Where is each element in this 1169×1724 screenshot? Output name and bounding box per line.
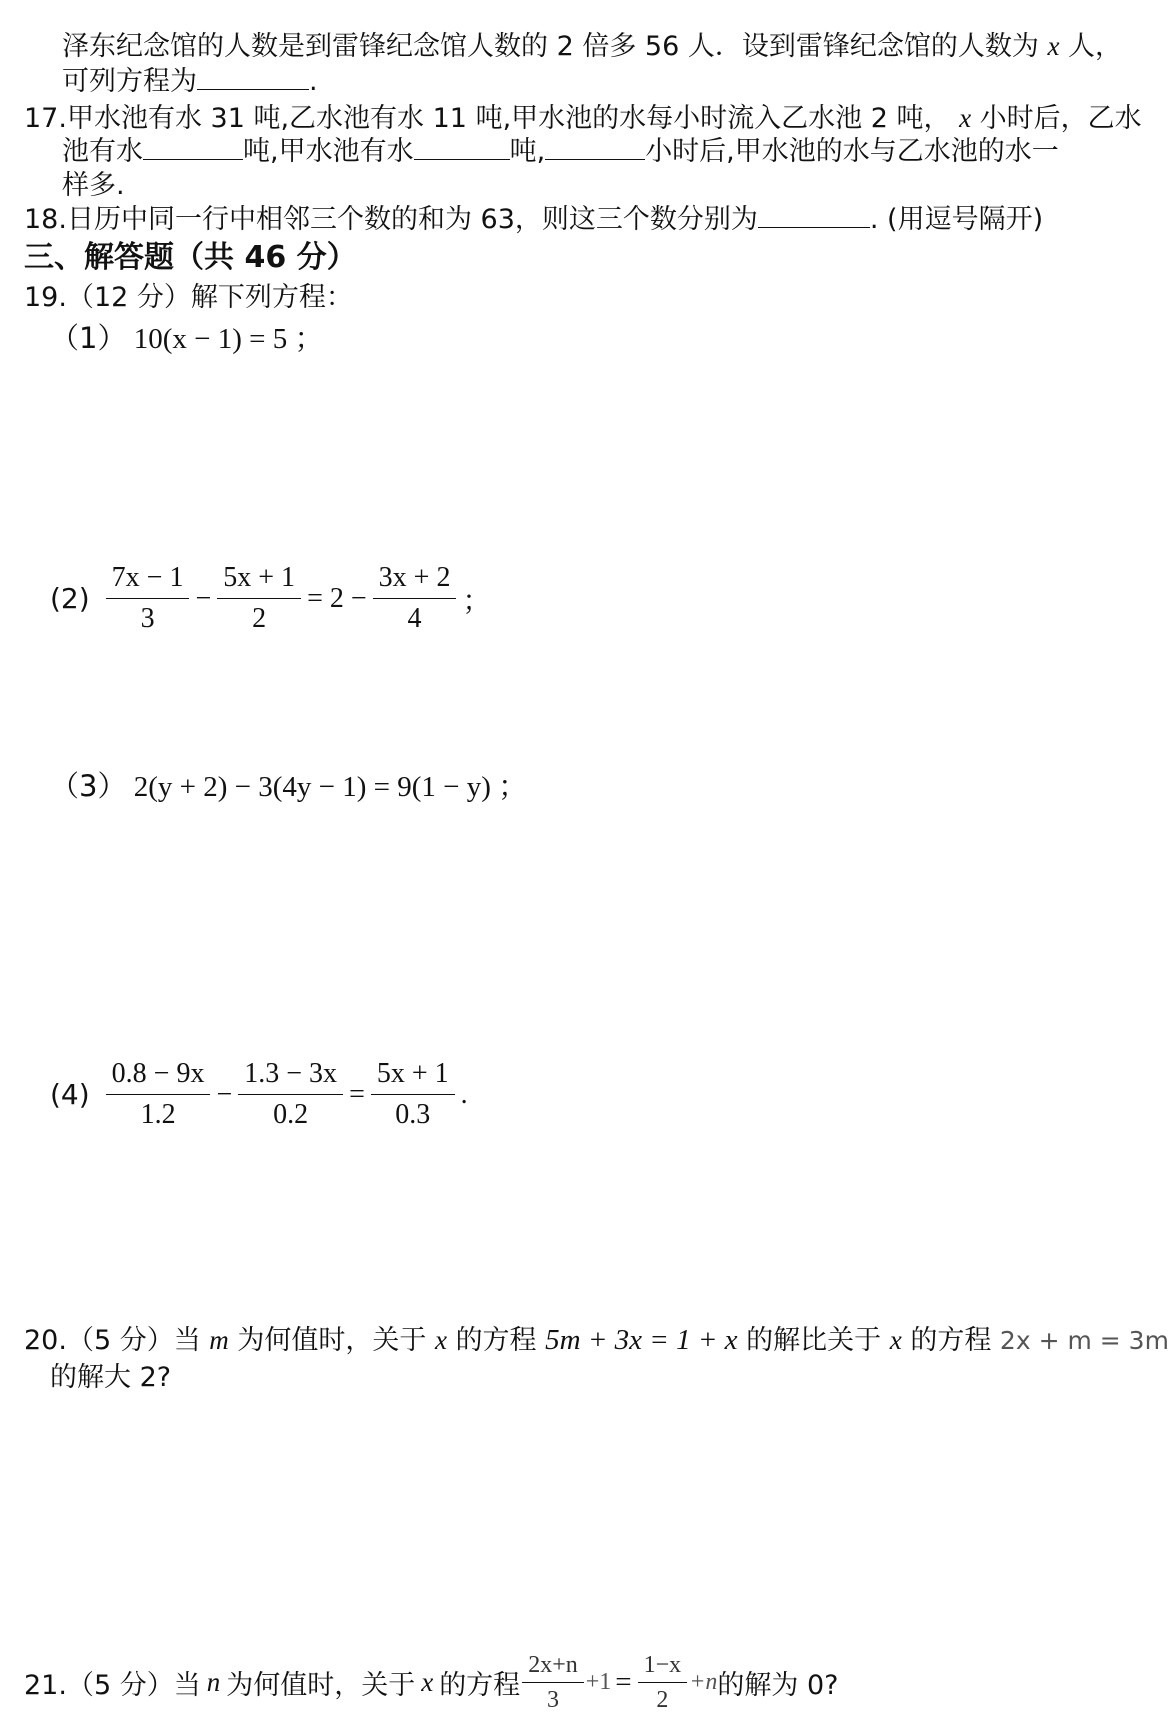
q16-line2 xyxy=(62,64,318,100)
numerator: 1−x xyxy=(638,1652,688,1683)
q20-text: 20.（5 分）当 xyxy=(24,1325,201,1356)
q19-part4 xyxy=(50,1058,472,1131)
plus-one: +1 xyxy=(585,1669,612,1695)
variable-n: n xyxy=(206,1667,221,1697)
numerator: 3x + 2 xyxy=(373,562,457,599)
denominator: 0.3 xyxy=(395,1099,431,1130)
fraction xyxy=(217,562,301,635)
equals-sign: = xyxy=(615,1666,632,1698)
q17-text: 17.甲水池有水 31 吨,乙水池有水 11 吨,甲水池的水每小时流入乙水池 2 吨， xyxy=(24,103,951,134)
q20-line1 xyxy=(24,1322,1169,1359)
fraction xyxy=(522,1652,584,1713)
q20-text-f: 的解大 2? xyxy=(50,1362,172,1393)
q17-text-b: 小时后，乙水 xyxy=(979,103,1142,134)
numerator: 2x+n xyxy=(522,1652,584,1683)
part-label: (2) xyxy=(50,582,90,615)
q19-title: 19.（12 分）解下列方程： xyxy=(24,282,353,313)
q17-text-d: 吨,甲水池有水 xyxy=(243,136,414,167)
q21-text-b: 为何值时，关于 xyxy=(226,1670,416,1701)
answer-blank[interactable] xyxy=(414,135,510,160)
q16-prompt: 可列方程为 xyxy=(62,66,197,97)
plus-n: +n xyxy=(689,1669,718,1695)
q18-text-end: . (用逗号隔开) xyxy=(869,204,1044,235)
variable-x: x xyxy=(959,103,972,133)
answer-blank[interactable] xyxy=(143,135,243,160)
q20-text-b: 为何值时，关于 xyxy=(237,1325,427,1356)
equals-sign: = xyxy=(349,1078,365,1110)
q17-line2 xyxy=(62,134,1059,170)
q18-line xyxy=(24,202,1043,238)
numerator: 7x − 1 xyxy=(106,562,190,599)
q21-text-c: 的方程 xyxy=(439,1670,521,1701)
q16-text-end: 人， xyxy=(1068,31,1123,62)
q21-line xyxy=(24,1652,838,1713)
semicolon: ； xyxy=(462,585,491,617)
q17-text-g: 样多. xyxy=(62,170,125,201)
fraction xyxy=(638,1652,688,1713)
equation: 10(x − 1) = 5 ； xyxy=(133,323,324,355)
equation-1: 5m + 3x = 1 + x xyxy=(545,1324,738,1356)
q17-text-e: 吨, xyxy=(509,136,546,167)
q20-line2 xyxy=(50,1360,171,1396)
fraction xyxy=(106,1058,211,1131)
fraction xyxy=(238,1058,343,1131)
denominator: 4 xyxy=(407,603,422,634)
minus-sign: − xyxy=(216,1078,233,1110)
denominator: 2 xyxy=(656,1687,669,1713)
fraction xyxy=(106,562,190,635)
variable-x: x xyxy=(889,1325,902,1355)
q16-text: 泽东纪念馆的人数是到雷锋纪念馆人数的 2 倍多 56 人．设到雷锋纪念馆的人数为 xyxy=(62,31,1039,62)
q19-part3 xyxy=(50,768,527,805)
q18-text: 18.日历中同一行中相邻三个数的和为 63，则这三个数分别为 xyxy=(24,204,758,235)
numerator: 5x + 1 xyxy=(217,562,301,599)
q21-text-d: 的解为 0? xyxy=(717,1670,839,1701)
q16-period: . xyxy=(309,66,318,97)
denominator: 0.2 xyxy=(273,1099,309,1130)
q19-part1 xyxy=(50,320,323,357)
variable-x: x xyxy=(1047,31,1060,61)
q17-text-f: 小时后,甲水池的水与乙水池的水一 xyxy=(645,136,1059,167)
minus-sign: − xyxy=(195,582,212,614)
answer-blank[interactable] xyxy=(197,65,309,90)
numerator: 0.8 − 9x xyxy=(106,1058,211,1095)
denominator: 2 xyxy=(252,603,267,634)
q17-text-c: 池有水 xyxy=(62,136,143,167)
answer-blank[interactable] xyxy=(758,203,870,228)
denominator: 3 xyxy=(140,603,155,634)
denominator: 3 xyxy=(546,1687,559,1713)
q20-text-d: 的解比关于 xyxy=(746,1325,882,1356)
numerator: 1.3 − 3x xyxy=(238,1058,343,1095)
q20-text-e: 的方程 xyxy=(910,1325,992,1356)
period: . xyxy=(460,1078,468,1110)
equation: 2(y + 2) − 3(4y − 1) = 9(1 − y) ； xyxy=(133,771,528,803)
denominator: 1.2 xyxy=(140,1099,176,1130)
part-label: （1） xyxy=(50,321,127,355)
equation-2: 2x + m = 3m xyxy=(999,1326,1169,1355)
equation-middle: = 2 − xyxy=(307,582,367,614)
answer-blank[interactable] xyxy=(545,135,645,160)
q20-text-c: 的方程 xyxy=(455,1325,537,1356)
q17-line3 xyxy=(62,168,125,204)
part-label: (4) xyxy=(50,1078,90,1111)
numerator: 5x + 1 xyxy=(371,1058,455,1095)
q17-line1 xyxy=(24,100,1142,137)
variable-m: m xyxy=(209,1325,229,1355)
fraction xyxy=(371,1058,455,1131)
variable-x: x xyxy=(434,1325,447,1355)
q21-text: 21.（5 分）当 xyxy=(24,1670,201,1701)
part-label: （3） xyxy=(50,769,127,803)
variable-x: x xyxy=(421,1667,434,1697)
q16-line1 xyxy=(62,28,1122,65)
section-heading: 三、解答题（共 46 分） xyxy=(24,240,357,275)
fraction xyxy=(373,562,457,635)
q19-part2 xyxy=(50,562,494,635)
